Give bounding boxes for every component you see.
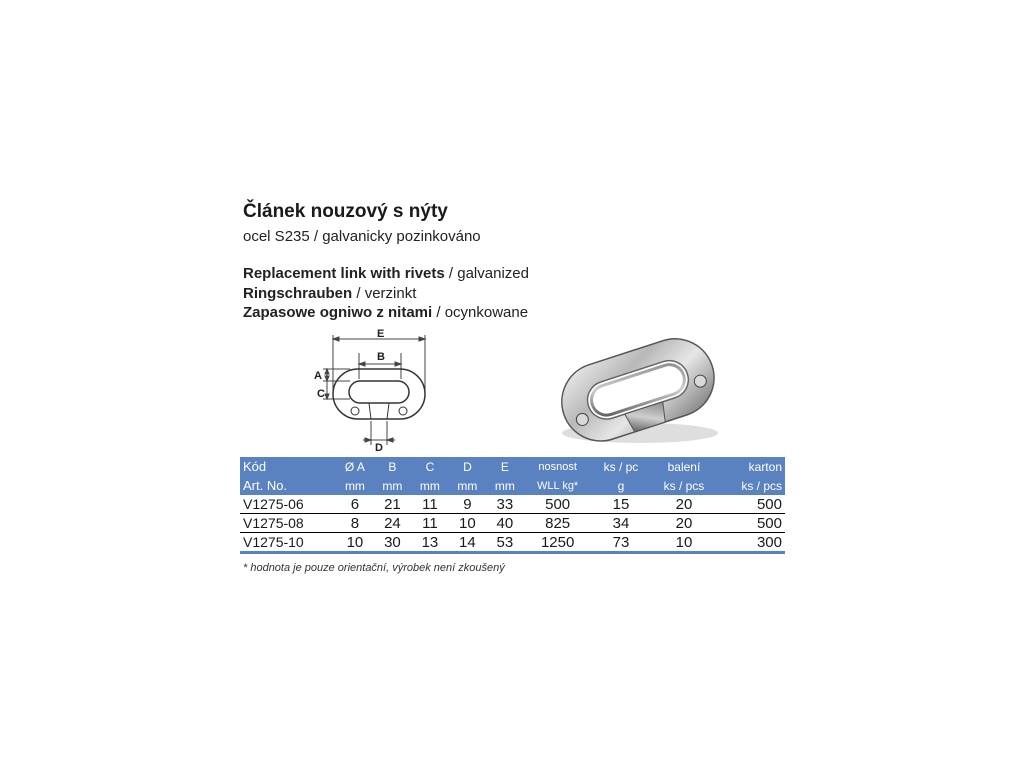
cell-a: 8: [336, 514, 374, 533]
cell-c: 13: [411, 533, 448, 553]
label-b: B: [377, 351, 385, 363]
label-d: D: [375, 442, 383, 452]
cell-carton: 300: [718, 533, 785, 553]
cell-b: 30: [374, 533, 411, 553]
unit-weight: g: [592, 476, 651, 495]
translation-de: [243, 285, 416, 302]
unit-c: mm: [411, 476, 448, 495]
footnote: * hodnota je pouze orientační, výrobek není zkoušený: [243, 562, 505, 574]
table-header-row: [240, 457, 785, 476]
header-a: Ø A: [336, 457, 374, 476]
header-c: C: [411, 457, 448, 476]
cell-pack: 10: [650, 533, 717, 553]
cell-code: V1275-10: [240, 533, 336, 553]
table-row: [240, 514, 785, 533]
cell-a: 10: [336, 533, 374, 553]
header-carton: karton: [718, 457, 785, 476]
header-code: Kód: [240, 457, 336, 476]
header-pack: balení: [650, 457, 717, 476]
translation-de-name: Ringschrauben: [243, 285, 353, 302]
cell-d: 10: [449, 514, 486, 533]
cell-load: 825: [524, 514, 592, 533]
cell-e: 53: [486, 533, 523, 553]
cell-pack: 20: [650, 514, 717, 533]
label-c: C: [317, 388, 325, 400]
cell-e: 40: [486, 514, 523, 533]
unit-a: mm: [336, 476, 374, 495]
translation-pl-name: Zapasowe ogniwo z nitami: [243, 304, 433, 321]
product-subtitle: ocel S235 / galvanicky pozinkováno: [243, 228, 481, 245]
cell-code: V1275-06: [240, 495, 336, 514]
unit-d: mm: [449, 476, 486, 495]
cell-weight: 34: [592, 514, 651, 533]
translation-en-finish: / galvanized: [444, 265, 529, 282]
cell-d: 14: [449, 533, 486, 553]
product-photo: [545, 325, 730, 450]
cell-e: 33: [486, 495, 523, 514]
spec-table: [240, 457, 785, 554]
cell-b: 24: [374, 514, 411, 533]
unit-load: WLL kg*: [524, 476, 592, 495]
dimension-diagram: [305, 327, 445, 452]
cell-weight: 73: [592, 533, 651, 553]
cell-c: 11: [411, 495, 448, 514]
cell-code: V1275-08: [240, 514, 336, 533]
cell-c: 11: [411, 514, 448, 533]
header-weight: ks / pc: [592, 457, 651, 476]
unit-e: mm: [486, 476, 523, 495]
table-header-units-row: [240, 476, 785, 495]
cell-a: 6: [336, 495, 374, 514]
header-load: nosnost: [524, 457, 592, 476]
unit-b: mm: [374, 476, 411, 495]
table-row: [240, 533, 785, 553]
cell-carton: 500: [718, 514, 785, 533]
label-a: A: [314, 370, 322, 382]
translation-de-finish: / verzinkt: [352, 285, 417, 302]
unit-pack: ks / pcs: [650, 476, 717, 495]
header-art-no: Art. No.: [240, 476, 336, 495]
cell-d: 9: [449, 495, 486, 514]
cell-carton: 500: [718, 495, 785, 514]
unit-carton: ks / pcs: [718, 476, 785, 495]
header-e: E: [486, 457, 523, 476]
header-d: D: [449, 457, 486, 476]
cell-pack: 20: [650, 495, 717, 514]
header-b: B: [374, 457, 411, 476]
cell-weight: 15: [592, 495, 651, 514]
cell-load: 1250: [524, 533, 592, 553]
table-row: [240, 495, 785, 514]
cell-load: 500: [524, 495, 592, 514]
translation-pl: [243, 304, 528, 321]
cell-b: 21: [374, 495, 411, 514]
translation-pl-finish: / ocynkowane: [432, 304, 529, 321]
translation-en: [243, 265, 529, 282]
label-e: E: [377, 328, 385, 340]
product-title: Článek nouzový s nýty: [243, 201, 448, 222]
translation-en-name: Replacement link with rivets: [243, 265, 445, 282]
